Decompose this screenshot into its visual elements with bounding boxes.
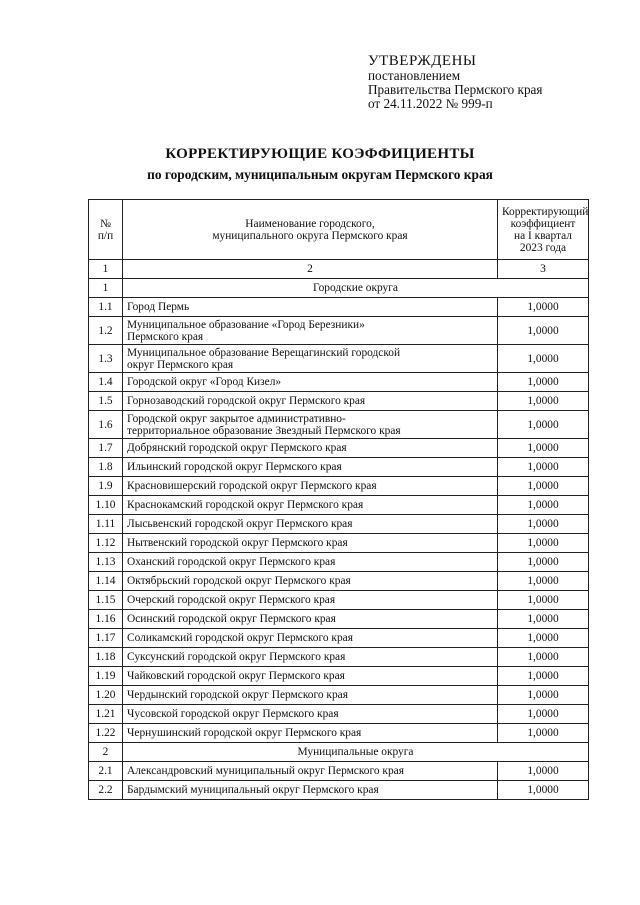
table-row <box>89 477 589 496</box>
table-row <box>89 345 589 373</box>
district-name-line: Краснокамский городской округ Пермского края <box>127 499 364 511</box>
row-number: 1.20 <box>89 686 123 705</box>
district-name-line: округ Пермского края <box>127 358 234 371</box>
district-name-line: Добрянский городской округ Пермского края <box>127 442 347 454</box>
approval-line-3: от 24.11.2022 № 999-п <box>368 96 493 111</box>
district-name-line: Чернушинский городской округ Пермского края <box>127 727 362 739</box>
row-number: 1.2 <box>89 317 123 345</box>
district-name-line: Очерский городской округ Пермского края <box>127 594 336 606</box>
header-coefficient: Корректирующий коэффициент на I квартал 2023 года <box>498 200 589 260</box>
district-name-line: Соликамский городской округ Пермского края <box>127 632 353 644</box>
table-row <box>89 317 589 345</box>
district-name <box>123 572 498 591</box>
district-name-line: Чусовской городской округ Пермского края <box>127 708 339 720</box>
table-row <box>89 373 589 392</box>
coefficient-value: 1,0000 <box>498 781 589 800</box>
table-row <box>89 298 589 317</box>
district-name <box>123 724 498 743</box>
district-name-line: Чердынский городской округ Пермского края <box>127 689 348 701</box>
row-number: 1.4 <box>89 373 123 392</box>
section-title: Муниципальные округа <box>123 743 589 762</box>
row-number: 1.7 <box>89 439 123 458</box>
district-name-line: Чайковский городской округ Пермского края <box>127 670 345 682</box>
coefficient-value: 1,0000 <box>498 705 589 724</box>
section-title: Городские округа <box>123 279 589 298</box>
table-row <box>89 553 589 572</box>
table-row <box>89 411 589 439</box>
column-number-row <box>89 260 589 279</box>
district-name-line: Пермского края <box>127 330 204 343</box>
district-name <box>123 458 498 477</box>
coefficient-value: 1,0000 <box>498 534 589 553</box>
coefficient-value: 1,0000 <box>498 724 589 743</box>
coefficient-value: 1,0000 <box>498 298 589 317</box>
table-row <box>89 496 589 515</box>
district-name-line: Осинский городской округ Пермского края <box>127 613 336 625</box>
district-name-line: Городской округ «Город Кизел» <box>127 376 282 388</box>
section-row <box>89 279 589 298</box>
district-name <box>123 610 498 629</box>
approval-line-1: постановлением <box>368 68 461 83</box>
row-number: 1.3 <box>89 345 123 373</box>
district-name <box>123 477 498 496</box>
coefficient-value: 1,0000 <box>498 515 589 534</box>
table-row <box>89 458 589 477</box>
row-number: 1.18 <box>89 648 123 667</box>
row-number: 1.13 <box>89 553 123 572</box>
district-name <box>123 392 498 411</box>
table-row <box>89 686 589 705</box>
district-name <box>123 534 498 553</box>
coefficient-value: 1,0000 <box>498 317 589 345</box>
coefficient-value: 1,0000 <box>498 667 589 686</box>
district-name <box>123 298 498 317</box>
district-name <box>123 648 498 667</box>
district-name-line: Октябрьский городской округ Пермского края <box>127 575 351 587</box>
row-number: 1.6 <box>89 411 123 439</box>
row-number: 1.16 <box>89 610 123 629</box>
row-number: 1.14 <box>89 572 123 591</box>
approval-heading: УТВЕРЖДЕНЫ <box>368 53 477 69</box>
row-number: 1.22 <box>89 724 123 743</box>
section-number: 2 <box>89 743 123 762</box>
row-number: 1.5 <box>89 392 123 411</box>
district-name-line: Красновишерский городской округ Пермского края <box>127 480 377 492</box>
table-row <box>89 610 589 629</box>
district-name <box>123 373 498 392</box>
table-row <box>89 762 589 781</box>
district-name-line: Бардымский муниципальный округ Пермского края <box>127 784 379 796</box>
table-row <box>89 667 589 686</box>
table-row <box>89 591 589 610</box>
table-row <box>89 572 589 591</box>
coefficient-value: 1,0000 <box>498 591 589 610</box>
coefficient-value: 1,0000 <box>498 572 589 591</box>
row-number: 1.21 <box>89 705 123 724</box>
district-name <box>123 762 498 781</box>
approval-stamp <box>368 53 608 111</box>
header-number: № п/п <box>89 200 123 260</box>
coefficient-value: 1,0000 <box>498 345 589 373</box>
header-name: Наименование городского, муниципального округа Пермского края <box>123 200 498 260</box>
coefficient-value: 1,0000 <box>498 610 589 629</box>
row-number: 1.17 <box>89 629 123 648</box>
table-header-row <box>89 200 589 260</box>
document-title: КОРРЕКТИРУЮЩИЕ КОЭФФИЦИЕНТЫ <box>165 146 475 162</box>
column-number: 1 <box>89 260 123 279</box>
table-row <box>89 534 589 553</box>
coefficient-value: 1,0000 <box>498 373 589 392</box>
coefficient-value: 1,0000 <box>498 686 589 705</box>
district-name-line: Суксунский городской округ Пермского края <box>127 651 346 663</box>
row-number: 1.19 <box>89 667 123 686</box>
coefficient-value: 1,0000 <box>498 629 589 648</box>
coefficients-table <box>88 199 589 800</box>
district-name <box>123 553 498 572</box>
column-number: 2 <box>123 260 498 279</box>
table-row <box>89 724 589 743</box>
district-name <box>123 317 498 345</box>
section-number: 1 <box>89 279 123 298</box>
coefficient-value: 1,0000 <box>498 439 589 458</box>
document-subtitle: по городским, муниципальным округам Пермского края <box>147 167 493 182</box>
row-number: 1.1 <box>89 298 123 317</box>
district-name <box>123 515 498 534</box>
district-name-line: Лысьвенский городской округ Пермского края <box>127 518 353 530</box>
table-row <box>89 392 589 411</box>
district-name-line: территориальное образование Звездный Пермского края <box>127 424 401 437</box>
coefficient-value: 1,0000 <box>498 496 589 515</box>
district-name <box>123 345 498 373</box>
table-row <box>89 781 589 800</box>
coefficient-value: 1,0000 <box>498 411 589 439</box>
district-name <box>123 439 498 458</box>
coefficient-value: 1,0000 <box>498 477 589 496</box>
coefficient-value: 1,0000 <box>498 648 589 667</box>
coefficient-value: 1,0000 <box>498 762 589 781</box>
row-number: 2.2 <box>89 781 123 800</box>
district-name <box>123 781 498 800</box>
district-name <box>123 705 498 724</box>
table-row <box>89 648 589 667</box>
approval-line-2: Правительства Пермского края <box>368 82 543 97</box>
coefficient-value: 1,0000 <box>498 553 589 572</box>
district-name-line: Ильинский городской округ Пермского края <box>127 461 342 473</box>
section-row <box>89 743 589 762</box>
district-name-line: Город Пермь <box>127 301 190 313</box>
district-name-line: Городской округ закрытое административно- <box>127 412 346 425</box>
coefficient-value: 1,0000 <box>498 458 589 477</box>
district-name-line: Муниципальное образование Верещагинский городской <box>127 346 401 359</box>
district-name <box>123 686 498 705</box>
district-name-line: Александровский муниципальный округ Пермского края <box>127 765 404 777</box>
table-row <box>89 439 589 458</box>
table-row <box>89 705 589 724</box>
district-name <box>123 667 498 686</box>
row-number: 1.9 <box>89 477 123 496</box>
district-name <box>123 591 498 610</box>
row-number: 2.1 <box>89 762 123 781</box>
row-number: 1.12 <box>89 534 123 553</box>
district-name-line: Оханский городской округ Пермского края <box>127 556 336 568</box>
row-number: 1.15 <box>89 591 123 610</box>
column-number: 3 <box>498 260 589 279</box>
table-row <box>89 515 589 534</box>
district-name-line: Муниципальное образование «Город Березники» <box>127 318 365 331</box>
district-name-line: Нытвенский городской округ Пермского края <box>127 537 348 549</box>
row-number: 1.11 <box>89 515 123 534</box>
row-number: 1.8 <box>89 458 123 477</box>
table-row <box>89 629 589 648</box>
coefficient-value: 1,0000 <box>498 392 589 411</box>
district-name <box>123 496 498 515</box>
district-name <box>123 411 498 439</box>
district-name <box>123 629 498 648</box>
row-number: 1.10 <box>89 496 123 515</box>
district-name-line: Горнозаводский городской округ Пермского края <box>127 395 366 407</box>
